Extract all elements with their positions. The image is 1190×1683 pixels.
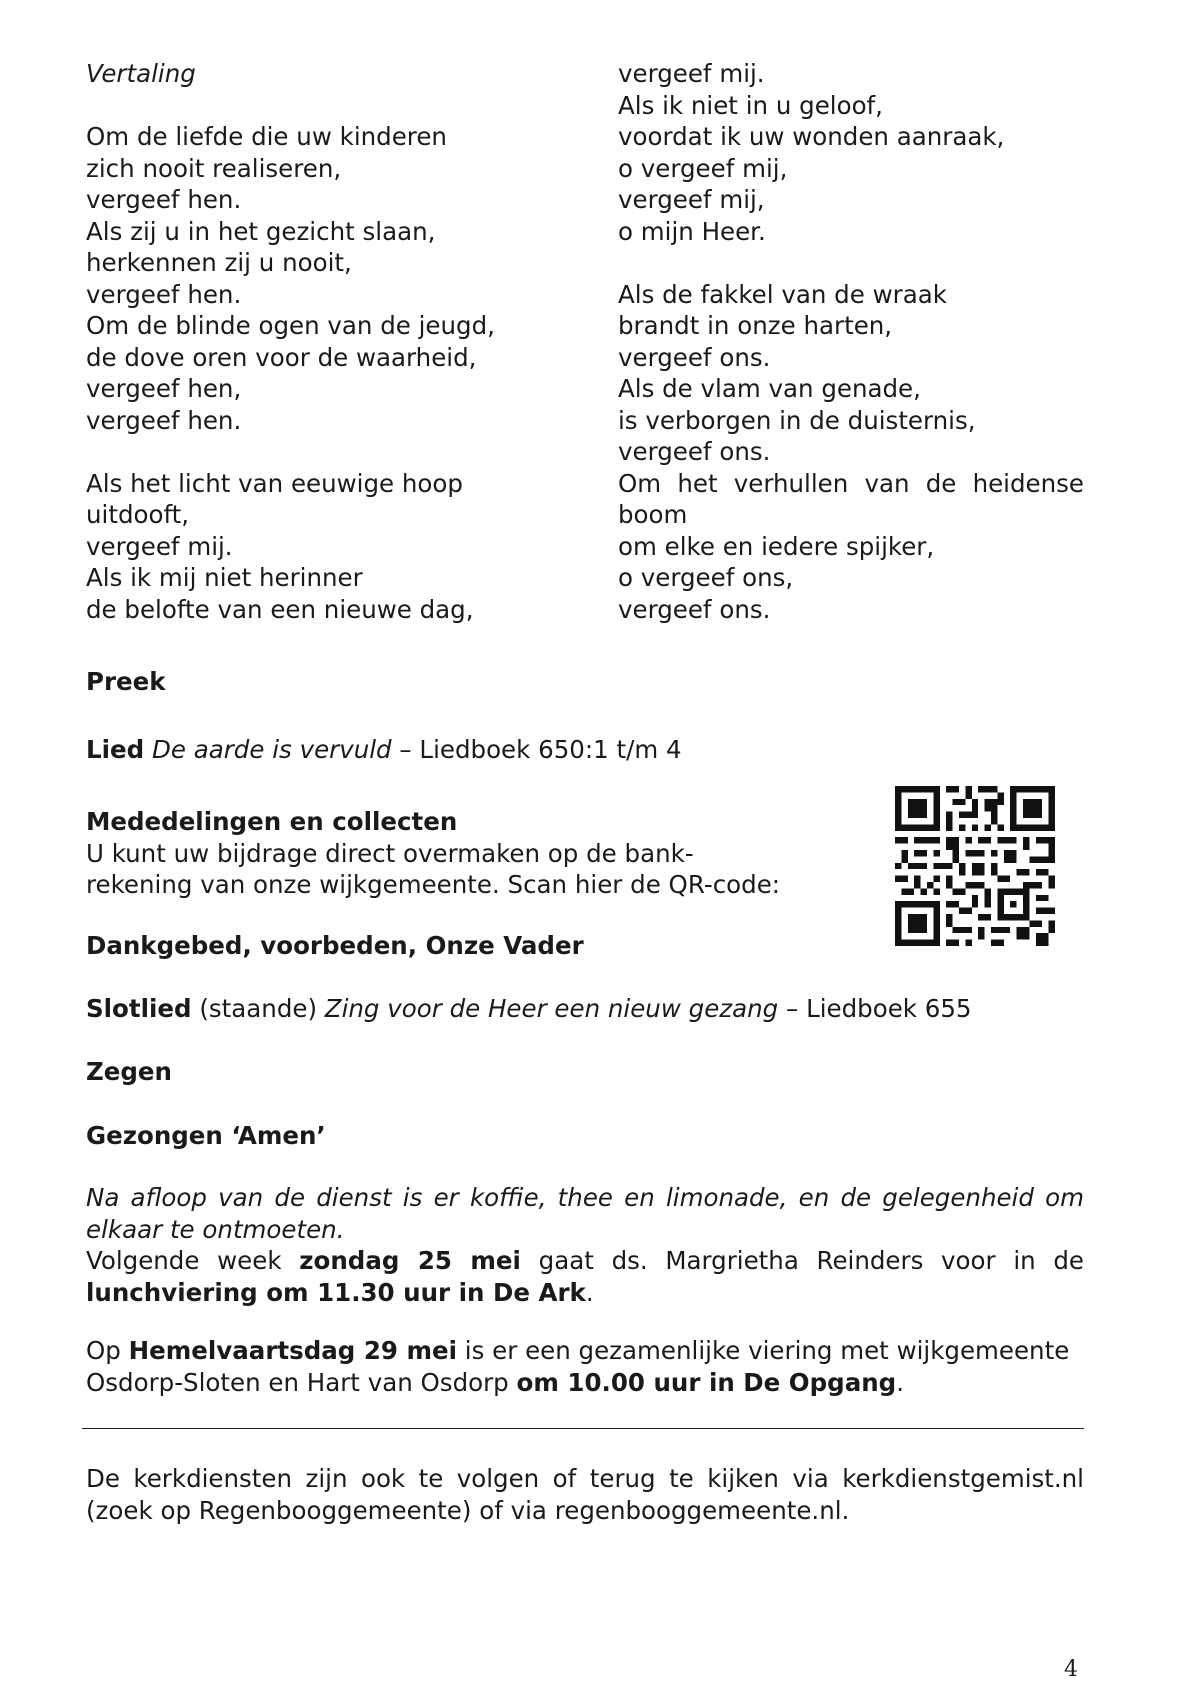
lied-ref: – Liedboek 650:1 t/m 4 (391, 735, 682, 764)
heading-dankgebed: Dankgebed, voorbeden, Onze Vader (86, 931, 584, 960)
announcement-event: om 10.00 uur in De Opgang (516, 1367, 897, 1397)
poem-word: heidense (972, 468, 1084, 498)
announcement-volgende-week (86, 1245, 1084, 1308)
lied-label: Lied (86, 735, 145, 764)
lied-line (86, 734, 1084, 766)
poem-line: uitdooft, (86, 500, 190, 529)
poem-word: verhullen (733, 468, 849, 498)
slotlied-label: Slotlied (86, 994, 192, 1023)
footer-note: De kerkdiensten zijn ook te volgen of terug te kijken via kerkdienstgemist.nl (zoek op Regenbooggemeente) of via regenbooggemeente.nl. (86, 1464, 1084, 1525)
poem-line: is verborgen in de duisternis, (618, 405, 976, 435)
poem-line: om elke en iedere spijker, (618, 531, 935, 561)
poem-left-stanza-2 (86, 468, 556, 626)
poem-line: vergeef mij. (86, 531, 233, 561)
poem-line: Als ik mij niet herinner (86, 563, 363, 592)
qr-code-icon[interactable] (895, 786, 1055, 946)
mededelingen-line-1: U kunt uw bijdrage direct overmaken op de bank- (86, 838, 694, 868)
poem-right-stanza-1 (618, 58, 1084, 247)
poem-line: boom (618, 500, 688, 529)
slotlied-note: (staande) (191, 994, 325, 1023)
heading-amen: Gezongen ‘Amen’ (86, 1121, 326, 1150)
poem-line: vergeef hen. (86, 185, 242, 214)
poem-line-justified (618, 468, 1084, 500)
poem-line: brandt in onze harten, (618, 311, 893, 340)
section-divider (82, 1428, 1084, 1429)
poem-line: de dove oren voor de waarheid, (86, 342, 477, 372)
poem-line: voordat ik uw wonden aanraak, (618, 122, 1005, 151)
mededelingen-line-2: rekening van onze wijkgemeente. Scan hier de QR-code: (86, 870, 781, 899)
poem-line: Om de liefde die uw kinderen (86, 122, 447, 151)
heading-mededelingen: Mededelingen en collecten (86, 807, 458, 836)
slotlied-title: Zing voor de Heer een nieuw gezang (324, 994, 779, 1023)
poem-word: het (677, 468, 718, 498)
announcement-hemelvaart (86, 1335, 1084, 1398)
poem-line: vergeef mij, (618, 185, 765, 214)
announcement-koffie: Na afloop van de dienst is er koffie, thee en limonade, en de gelegenheid om elkaar te ontmoeten. (86, 1183, 1084, 1244)
lied-title: De aarde is vervuld (151, 735, 392, 764)
poem-line: Als de fakkel van de wraak (618, 279, 947, 309)
poem-line: de belofte van een nieuwe dag, (86, 594, 474, 624)
poem-right-column (618, 58, 1084, 625)
poem-word: van (864, 468, 910, 498)
poem-line: vergeef mij. (618, 59, 765, 88)
poem-word: Om (618, 468, 662, 498)
announcement-text: . (896, 1367, 905, 1397)
poem-line: Als het licht van eeuwige hoop (86, 468, 463, 498)
announcement-text: is er een gezamenlijke viering met wijkgemeente Osdorp-Sloten en Hart van Osdorp (86, 1336, 1070, 1397)
poem-line: Als de vlam van genade, (618, 374, 921, 403)
slotlied-line (86, 993, 1084, 1025)
poem-line: vergeef hen. (86, 279, 242, 309)
mededelingen-block (86, 806, 866, 901)
poem-line: vergeef hen. (86, 405, 242, 435)
page-number: 4 (1064, 1657, 1078, 1682)
poem-right-stanza-2 (618, 279, 1084, 626)
slotlied-ref: – Liedboek 655 (778, 994, 972, 1023)
announcement-text: . (585, 1277, 594, 1307)
announcement-text: gaat ds. Margrietha Reinders voor in de (520, 1246, 1084, 1275)
poem-line: vergeef ons. (618, 437, 771, 466)
poem-left-column (86, 58, 556, 625)
poem-line: Als ik niet in u geloof, (618, 90, 883, 120)
announcement-date: zondag 25 mei (299, 1246, 521, 1275)
poem-line: zich nooit realiseren, (86, 153, 342, 183)
poem-line: o vergeef mij, (618, 153, 788, 183)
poem-line: vergeef ons. (618, 342, 771, 372)
announcement-text: Volgende week (86, 1246, 300, 1275)
poem-line: herkennen zij u nooit, (86, 248, 352, 277)
poem-line: Om de blinde ogen van de jeugd, (86, 311, 495, 340)
heading-zegen: Zegen (86, 1057, 172, 1086)
heading-preek: Preek (86, 667, 166, 696)
poem-line: o vergeef ons, (618, 563, 794, 592)
poem-left-stanza-1 (86, 121, 556, 436)
poem-line: o mijn Heer. (618, 216, 766, 246)
announcement-text: Op (86, 1336, 129, 1365)
announcement-event: lunchviering om 11.30 uur in De Ark (86, 1277, 586, 1307)
poem-line: vergeef hen, (86, 374, 242, 403)
poem-word: de (925, 468, 957, 498)
poem-line: vergeef ons. (618, 594, 771, 624)
poem-line: Als zij u in het gezicht slaan, (86, 216, 436, 246)
announcement-date: Hemelvaartsdag 29 mei (128, 1336, 458, 1365)
poem-title: Vertaling (86, 59, 196, 88)
